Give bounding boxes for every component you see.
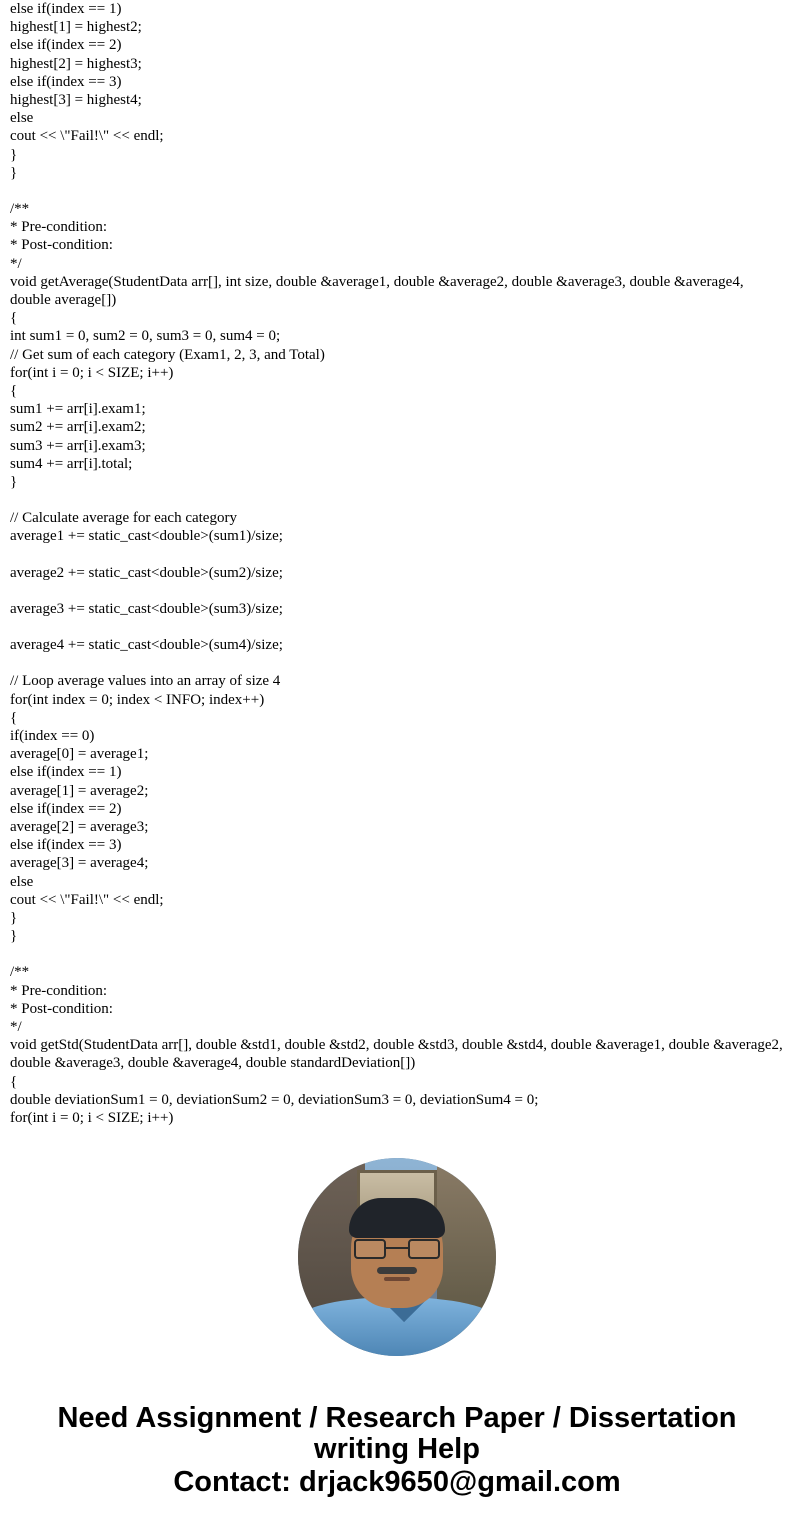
avatar [298,1158,496,1356]
code-line: else if(index == 3) [10,837,122,854]
photo-glasses-bridge [386,1247,408,1249]
code-line: else if(index == 2) [10,37,122,54]
code-line-blank [10,654,784,672]
promo-banner [0,1403,794,1522]
code-line: // Loop average values into an array of size 4 [10,673,281,690]
code-line: else if(index == 1) [10,1,122,17]
code-line-blank [10,618,784,636]
code-line: /** [10,964,30,981]
code-line-blank [10,582,784,600]
code-line: average[3] = average4; [10,855,149,872]
code-line: sum1 += arr[i].exam1; [10,401,146,418]
code-line: average[2] = average3; [10,818,149,835]
code-line: { [10,310,18,327]
code-line: void getStd(StudentData arr[], double &std1, double &std2, double &std3, double &std4, double &average1, double &average2, double &average3, double &average4, double standardDeviation[]) [10,1037,787,1072]
code-line: void getAverage(StudentData arr[], int size, double &average1, double &average2, double &average3, double &average4, double average[]) [10,273,748,309]
code-line: } [10,909,18,926]
code-line: for(int i = 0; i < SIZE; i++) [10,364,174,381]
photo-mouth [384,1277,410,1281]
code-line-truncated: for(int i = 0; i < SIZE; i++) [10,1109,174,1126]
code-line: else if(index == 3) [10,73,122,90]
code-line: // Calculate average for each category [10,510,237,527]
photo-glasses-lens-right [408,1239,440,1259]
code-line: if(index == 0) [10,727,95,744]
code-line: for(int index = 0; index < INFO; index++) [10,691,265,708]
code-line-blank [10,491,784,509]
code-line: * Post-condition: [10,1000,113,1017]
code-line-blank [10,945,784,963]
code-line: average4 += static_cast<double>(sum4)/size; [10,637,283,654]
code-line: sum2 += arr[i].exam2; [10,419,146,436]
photo-hair [349,1198,445,1238]
code-line: double deviationSum1 = 0, deviationSum2 = 0, deviationSum3 = 0, deviationSum4 = 0; [10,1091,539,1108]
code-line: // Get sum of each category (Exam1, 2, 3, and Total) [10,346,325,363]
code-line: else [10,873,34,890]
photo-glasses-lens-left [354,1239,386,1259]
code-line: highest[2] = highest3; [10,55,142,72]
photo-mustache [377,1267,417,1274]
code-line: average3 += static_cast<double>(sum3)/size; [10,600,283,617]
code-line: highest[1] = highest2; [10,19,142,36]
code-line: else [10,110,34,127]
code-line: sum3 += arr[i].exam3; [10,437,146,454]
code-line-blank [10,182,784,200]
code-line: cout << \"Fail!\" << endl; [10,891,164,908]
code-line: average[0] = average1; [10,746,149,763]
code-line: { [10,709,18,726]
code-line: */ [10,1018,22,1035]
photo-glasses [354,1239,440,1259]
code-line: highest[3] = highest4; [10,92,142,109]
code-line: * Pre-condition: [10,982,108,999]
code-line: else if(index == 2) [10,800,122,817]
promo-headline: Need Assignment / Research Paper / Dissertation writing Help [57,1401,737,1465]
code-line: { [10,1073,18,1090]
code-line: average1 += static_cast<double>(sum1)/size; [10,528,283,545]
promo-contact: Contact: drjack9650@gmail.com [173,1465,621,1498]
code-line: * Post-condition: [10,237,113,254]
code-line: */ [10,255,22,272]
code-line-blank [10,546,784,564]
profile-photo-area [0,1141,794,1373]
code-line: /** [10,201,30,218]
code-line: int sum1 = 0, sum2 = 0, sum3 = 0, sum4 = 0; [10,328,281,345]
code-line: else if(index == 1) [10,764,122,781]
code-line: average[1] = average2; [10,782,149,799]
code-line: } [10,146,18,163]
code-line: * Pre-condition: [10,219,108,236]
code-line: average2 += static_cast<double>(sum2)/size; [10,564,283,581]
code-line: } [10,928,18,945]
code-line: } [10,164,18,181]
code-line: sum4 += arr[i].total; [10,455,133,472]
code-line: { [10,383,18,400]
code-line: cout << \"Fail!\" << endl; [10,128,164,145]
code-line: } [10,474,18,491]
